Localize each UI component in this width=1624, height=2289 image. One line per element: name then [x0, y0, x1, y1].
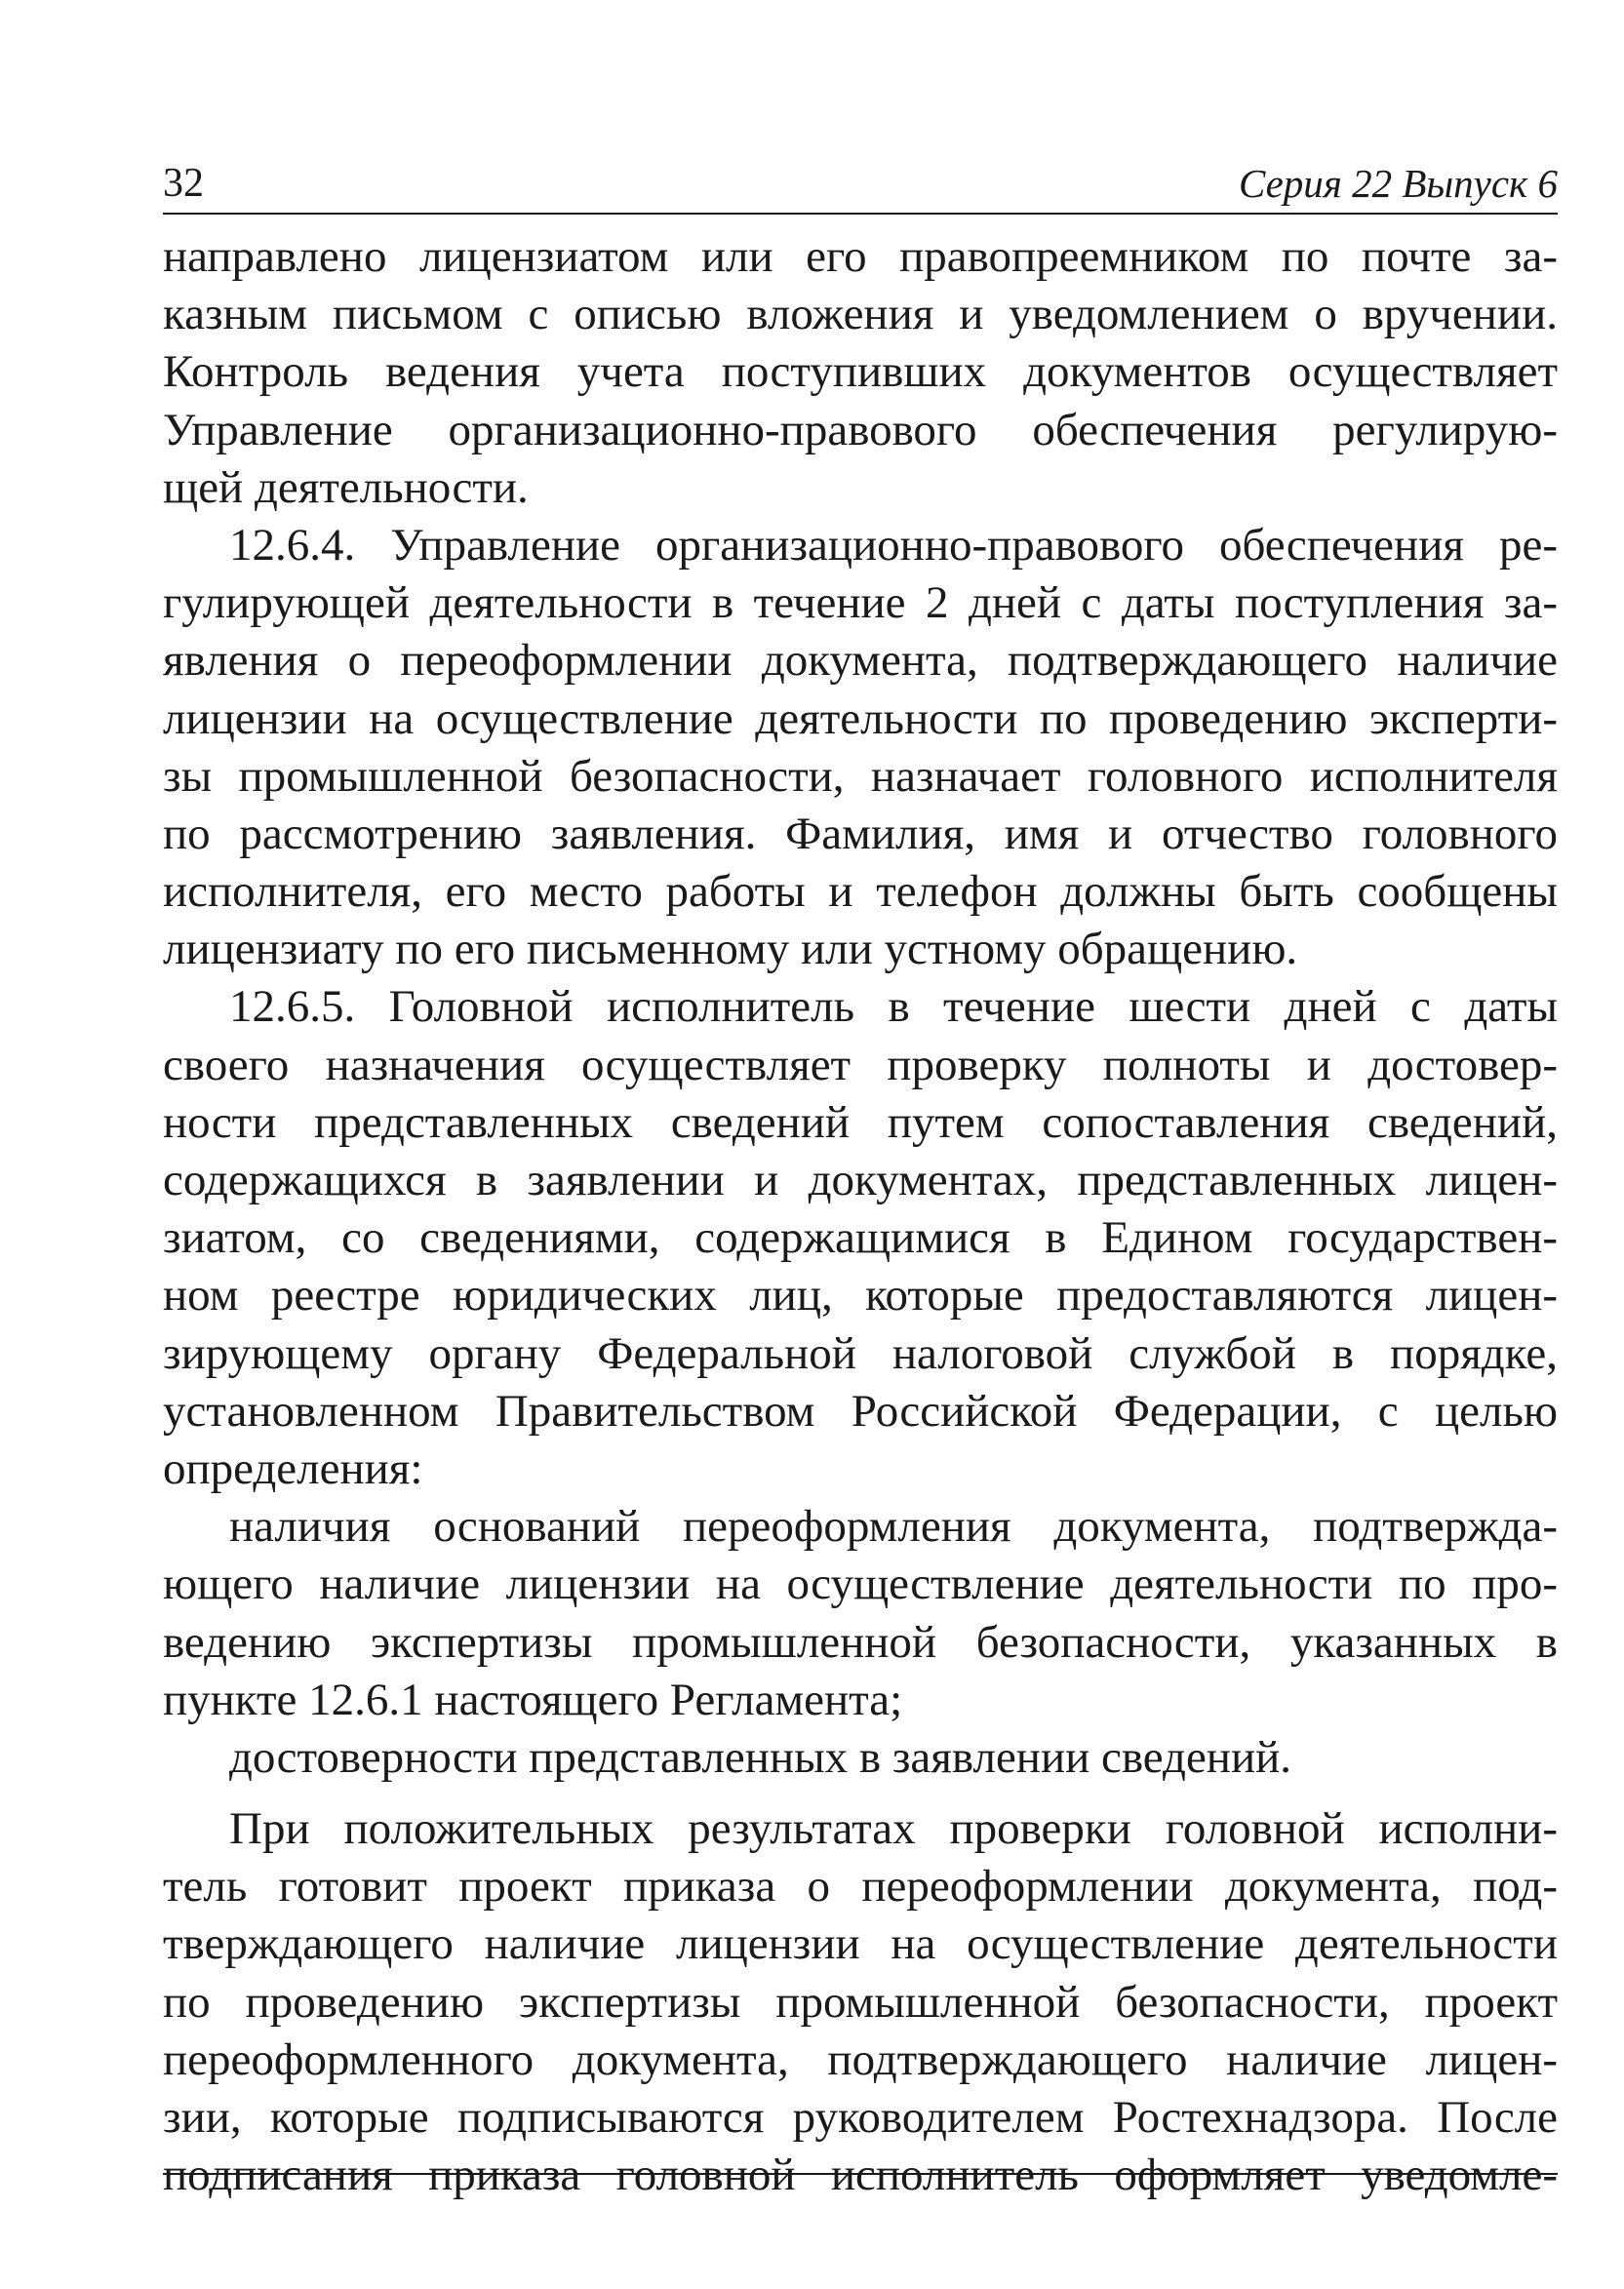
- text-line: ющего наличие лицензии на осуществление деятельности по про-: [163, 1559, 1558, 1610]
- text-line: содержащихся в заявлении и документах, представленных лицен-: [163, 1155, 1558, 1205]
- text-line: переоформленного документа, подтверждающего наличие лицен-: [163, 2033, 1558, 2085]
- footer-rule: [163, 2173, 1558, 2175]
- text-line: по проведению экспертизы промышленной безопасности, проект: [163, 1976, 1558, 2028]
- text-line: направлено лицензиатом или его правопреемником по почте за-: [163, 231, 1558, 282]
- text-line: щей деятельности.: [163, 461, 529, 513]
- text-line: лицензиату по его письменному или устному обращению.: [163, 924, 1298, 975]
- text-line: тверждающего наличие лицензии на осуществление деятельности: [163, 1918, 1558, 1970]
- body-text: [163, 228, 1558, 2204]
- text-line: зиатом, со сведениями, содержащимися в Едином государствен-: [163, 1212, 1558, 1264]
- page-number: 32: [163, 161, 204, 206]
- text-line: явления о переоформлении документа, подтверждающего наличие: [163, 635, 1558, 687]
- paragraph-first-line: 12.6.4. Управление организационно-правового обеспечения ре-: [229, 519, 1558, 571]
- paragraph-first-line: достоверности представленных в заявлении сведений.: [229, 1731, 1292, 1783]
- text-line: Управление организационно-правового обеспечения регулирую-: [163, 404, 1558, 455]
- text-line: по рассмотрению заявления. Фамилия, имя и отчество головного: [163, 808, 1558, 859]
- text-line: определения:: [163, 1442, 423, 1494]
- paragraph-first-line: наличия оснований переоформления документа, подтвержда-: [229, 1501, 1558, 1553]
- text-line: зы промышленной безопасности, назначает головного исполнителя: [163, 750, 1558, 802]
- text-line: подписания приказа головной исполнитель оформляет уведомле-: [163, 2150, 1558, 2201]
- text-line: пункте 12.6.1 настоящего Регламента;: [163, 1674, 903, 1725]
- text-line: Контроль ведения учета поступивших документов осуществляет: [163, 346, 1558, 398]
- paragraph-first-line: 12.6.5. Головной исполнитель в течение шести дней с даты: [229, 981, 1558, 1033]
- running-header: [163, 158, 1558, 213]
- series-label: Серия 22 Выпуск 6: [1238, 161, 1558, 206]
- text-line: зии, которые подписываются руководителем Ростехнадзора. После: [163, 2092, 1558, 2143]
- text-line: зирующему органу Федеральной налоговой службой в порядке,: [163, 1327, 1558, 1379]
- paragraph-first-line: При положительных результатах проверки головной исполни-: [229, 1803, 1558, 1855]
- text-line: казным письмом с описью вложения и уведомлением о вручении.: [163, 289, 1558, 340]
- text-line: ведению экспертизы промышленной безопасности, указанных в: [163, 1616, 1558, 1668]
- header-rule: [163, 213, 1558, 215]
- text-line: гулирующей деятельности в течение 2 дней с даты поступления за-: [163, 577, 1558, 629]
- text-line: своего назначения осуществляет проверку полноты и достовер-: [163, 1039, 1558, 1090]
- text-line: тель готовит проект приказа о переоформлении документа, под-: [163, 1861, 1558, 1913]
- text-line: лицензии на осуществление деятельности по проведению эксперти-: [163, 692, 1558, 744]
- text-line: исполнителя, его место работы и телефон должны быть сообщены: [163, 866, 1558, 918]
- text-line: установленном Правительством Российской Федерации, с целью: [163, 1385, 1558, 1437]
- text-line: ности представленных сведений путем сопоставления сведений,: [163, 1096, 1558, 1148]
- text-line: ном реестре юридических лиц, которые предоставляются лицен-: [163, 1270, 1558, 1322]
